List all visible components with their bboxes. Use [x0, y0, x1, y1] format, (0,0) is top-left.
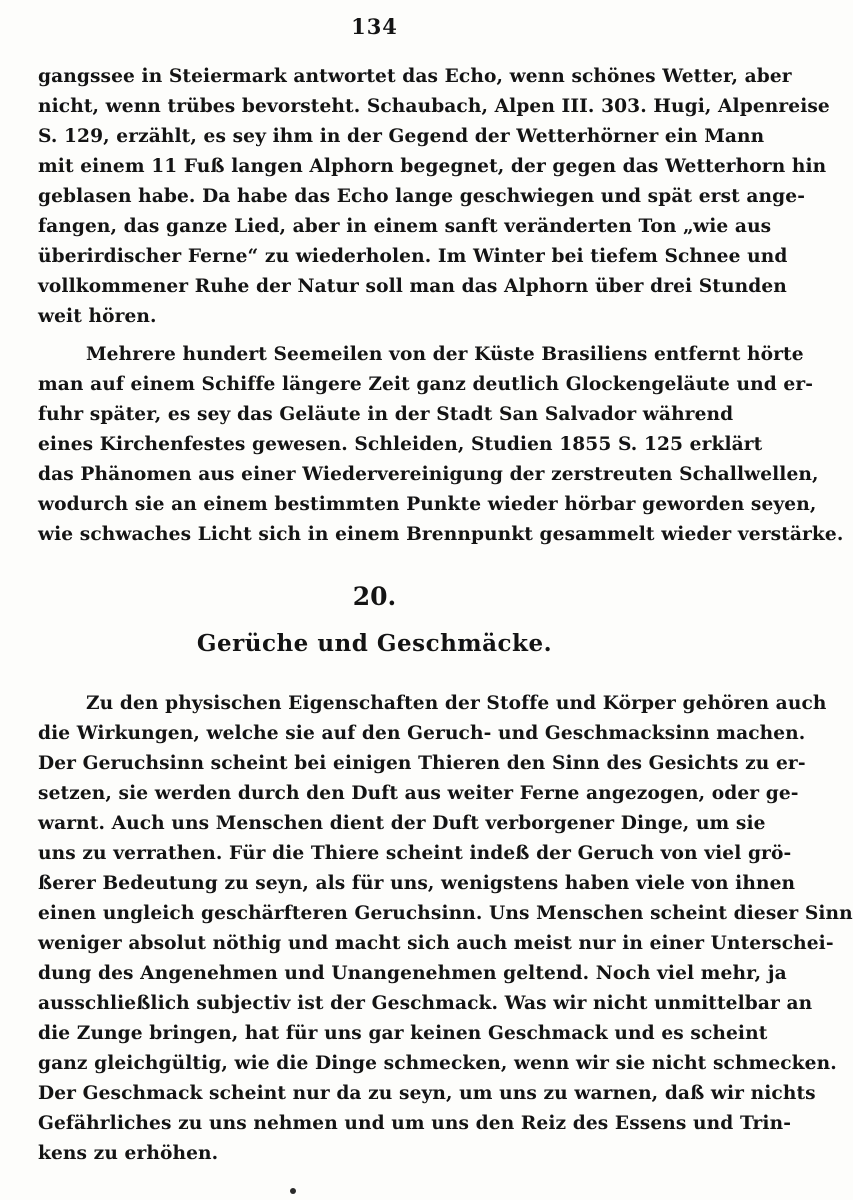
text-line: Zu den physischen Eigenschaften der Stoffe und Körper gehören auch	[86, 693, 827, 714]
text-line: S. 129, erzählt, es sey ihm in der Gegend der Wetterhörner ein Mann	[38, 126, 765, 147]
text-line: eines Kirchenfestes gewesen. Schleiden, Studien 1855 S. 125 erklärt	[38, 434, 763, 455]
text-line: einen ungleich geschärfteren Geruchsinn. Uns Menschen scheint dieser Sinn	[38, 903, 853, 924]
text-line: weit hören.	[38, 306, 157, 327]
text-line: dung des Angenehmen und Unangenehmen geltend. Noch viel mehr, ja	[38, 963, 787, 984]
text-line: Der Geschmack scheint nur da zu seyn, um uns zu warnen, daß wir nichts	[38, 1083, 816, 1104]
text-line: ausschließlich subjectiv ist der Geschmack. Was wir nicht unmittelbar an	[38, 993, 813, 1014]
text-line: warnt. Auch uns Menschen dient der Duft verborgener Dinge, um sie	[38, 813, 766, 834]
section-number: 20.	[352, 582, 397, 611]
paragraph-2	[38, 340, 844, 550]
text-line: gangssee in Steiermark antwortet das Echo, wenn schönes Wetter, aber	[38, 66, 792, 87]
ink-speck	[290, 1188, 296, 1194]
text-line: die Zunge bringen, hat für uns gar keinen Geschmack und es scheint	[38, 1023, 768, 1044]
section-title: Gerüche und Geschmäcke.	[196, 630, 553, 657]
text-line: weniger absolut nöthig und macht sich auch meist nur in einer Unterschei-	[38, 933, 834, 954]
text-line: die Wirkungen, welche sie auf den Geruch- und Geschmacksinn machen.	[38, 723, 806, 744]
text-line: mit einem 11 Fuß langen Alphorn begegnet, der gegen das Wetterhorn hin	[38, 156, 827, 177]
text-line: das Phänomen aus einer Wiedervereinigung der zerstreuten Schallwellen,	[38, 464, 819, 485]
text-line: man auf einem Schiffe längere Zeit ganz deutlich Glockengeläute und er-	[38, 374, 814, 395]
text-line: vollkommener Ruhe der Natur soll man das Alphorn über drei Stunden	[38, 276, 787, 297]
text-line: Gefährliches zu uns nehmen und um uns den Reiz des Essens und Trin-	[38, 1113, 792, 1134]
text-line: ßerer Bedeutung zu seyn, als für uns, wenigstens haben viele von ihnen	[38, 873, 796, 894]
text-line: Der Geruchsinn scheint bei einigen Thieren den Sinn des Gesichts zu er-	[38, 753, 806, 774]
text-line: Mehrere hundert Seemeilen von der Küste Brasiliens entfernt hörte	[86, 344, 804, 365]
page-number: 134	[351, 14, 398, 39]
text-line: uns zu verrathen. Für die Thiere scheint indeß der Geruch von viel grö-	[38, 843, 792, 864]
text-line: fuhr später, es sey das Geläute in der Stadt San Salvador während	[38, 404, 734, 425]
text-line: kens zu erhöhen.	[38, 1143, 219, 1164]
text-line: geblasen habe. Da habe das Echo lange geschwiegen und spät erst ange-	[38, 186, 806, 207]
paragraph-3	[38, 689, 853, 1169]
text-line: setzen, sie werden durch den Duft aus weiter Ferne angezogen, oder ge-	[38, 783, 799, 804]
text-line: wie schwaches Licht sich in einem Brennpunkt gesammelt wieder verstärke.	[38, 524, 844, 545]
text-line: nicht, wenn trübes bevorsteht. Schaubach, Alpen III. 303. Hugi, Alpenreise	[38, 96, 830, 117]
text-line: wodurch sie an einem bestimmten Punkte wieder hörbar geworden seyen,	[38, 494, 817, 515]
text-line: ganz gleichgültig, wie die Dinge schmecken, wenn wir sie nicht schmecken.	[38, 1053, 837, 1074]
text-line: überirdischer Ferne“ zu wiederholen. Im Winter bei tiefem Schnee und	[38, 246, 788, 267]
paragraph-1	[38, 62, 830, 332]
text-line: fangen, das ganze Lied, aber in einem sanft veränderten Ton „wie aus	[38, 216, 772, 237]
